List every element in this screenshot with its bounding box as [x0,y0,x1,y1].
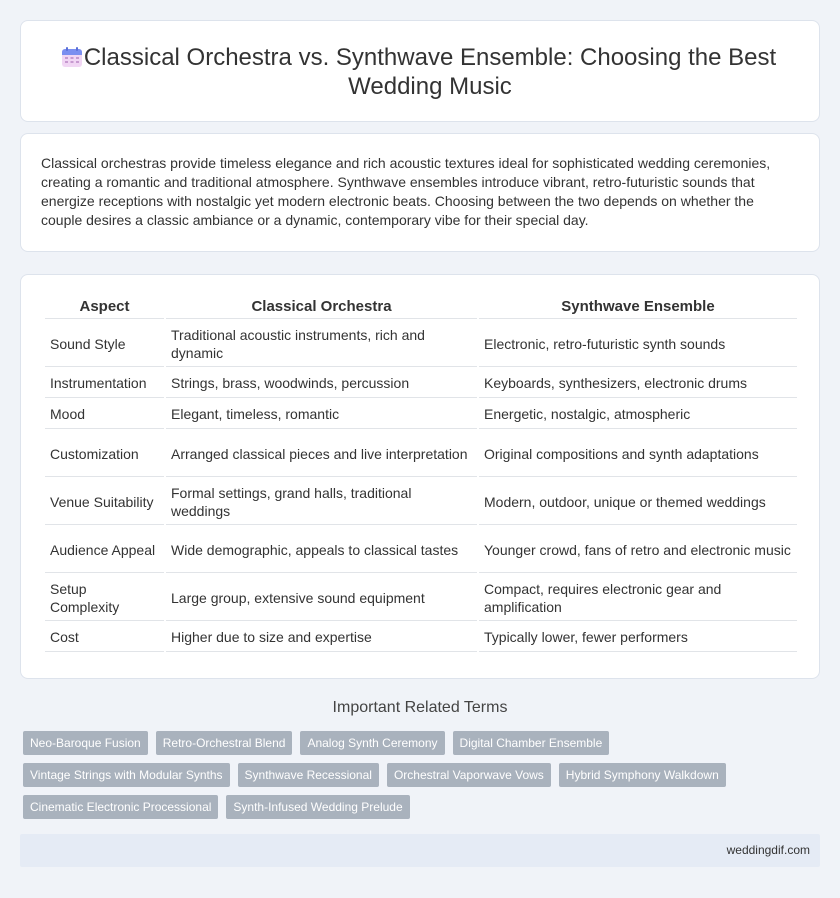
intro-paragraph: Classical orchestras provide timeless elegance and rich acoustic textures ideal for sophisticated wedding ceremonies, creating a romantic and traditional atmosphere. Synthwave ensembles introduce vibrant, retro-futuristic sounds that energize receptions with nostalgic yet modern electronic beats. Choosing between the two depends on whether the couple desires a classic ambiance or a dynamic, contemporary vibe for their special day. [41,155,771,228]
table-cell-aspect: Mood [45,400,164,429]
header-card [20,20,820,122]
table-cell-synthwave: Modern, outdoor, unique or themed weddings [479,479,797,525]
table-row [45,369,797,398]
table-cell-classical: Traditional acoustic instruments, rich and dynamic [166,321,477,367]
related-term-tag[interactable]: Cinematic Electronic Processional [23,795,218,819]
table-cell-classical: Large group, extensive sound equipment [166,575,477,621]
table-row [45,623,797,652]
table-cell-classical: Formal settings, grand halls, traditional weddings [166,479,477,525]
column-header-classical: Classical Orchestra [166,297,477,319]
related-term-tag[interactable]: Synthwave Recessional [238,763,379,787]
table-row [45,479,797,525]
table-cell-synthwave: Energetic, nostalgic, atmospheric [479,400,797,429]
related-terms-heading: Important Related Terms [332,699,508,716]
column-header-synthwave: Synthwave Ensemble [479,297,797,319]
page-title: Classical Orchestra vs. Synthwave Ensemble: Choosing the Best Wedding Music [83,44,777,100]
table-cell-aspect: Instrumentation [45,369,164,398]
related-term-tag[interactable]: Neo-Baroque Fusion [23,731,148,755]
table-cell-aspect: Customization [45,431,164,477]
table-row [45,575,797,621]
table-cell-aspect: Venue Suitability [45,479,164,525]
table-cell-aspect: Cost [45,623,164,652]
table-cell-aspect: Audience Appeal [45,527,164,573]
table-cell-synthwave: Keyboards, synthesizers, electronic drums [479,369,797,398]
related-term-tag[interactable]: Analog Synth Ceremony [300,731,444,755]
comparison-table [43,295,799,654]
column-header-aspect: Aspect [45,297,164,319]
table-cell-aspect: Sound Style [45,321,164,367]
table-cell-synthwave: Compact, requires electronic gear and amplification [479,575,797,621]
table-row [45,527,797,573]
intro-card [20,133,820,252]
related-term-tag[interactable]: Vintage Strings with Modular Synths [23,763,230,787]
table-cell-classical: Strings, brass, woodwinds, percussion [166,369,477,398]
table-cell-classical: Higher due to size and expertise [166,623,477,652]
related-term-tag[interactable]: Digital Chamber Ensemble [453,731,610,755]
table-cell-synthwave: Original compositions and synth adaptations [479,431,797,477]
related-term-tag[interactable]: Retro-Orchestral Blend [156,731,293,755]
related-term-tag[interactable]: Hybrid Symphony Walkdown [559,763,726,787]
related-terms-list [23,731,823,819]
table-cell-aspect: Setup Complexity [45,575,164,621]
table-header-row [45,297,797,319]
table-cell-classical: Wide demographic, appeals to classical tastes [166,527,477,573]
related-term-tag[interactable]: Orchestral Vaporwave Vows [387,763,551,787]
comparison-card [20,274,820,679]
related-term-tag[interactable]: Synth-Infused Wedding Prelude [226,795,409,819]
table-row [45,321,797,367]
table-cell-synthwave: Typically lower, fewer performers [479,623,797,652]
table-cell-synthwave: Electronic, retro-futuristic synth sounds [479,321,797,367]
table-cell-classical: Arranged classical pieces and live interpretation [166,431,477,477]
table-row [45,400,797,429]
footer [20,834,820,867]
table-cell-synthwave: Younger crowd, fans of retro and electronic music [479,527,797,573]
table-row [45,431,797,477]
footer-site-link[interactable]: weddingdif.com [726,843,810,857]
table-cell-classical: Elegant, timeless, romantic [166,400,477,429]
